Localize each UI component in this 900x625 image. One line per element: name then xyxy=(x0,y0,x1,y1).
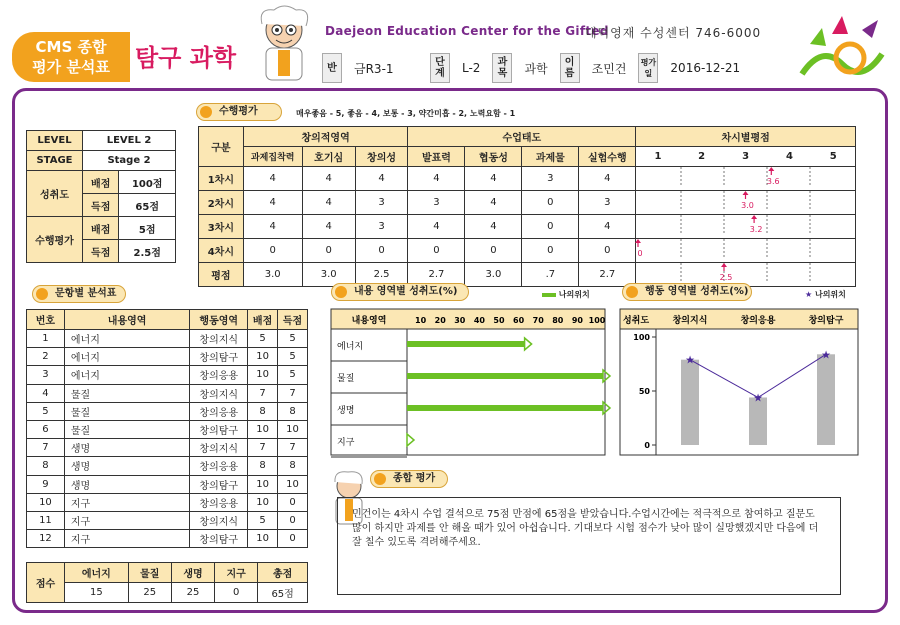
row-value: 4 xyxy=(465,215,522,239)
behavior-legend-label: 나의위치 xyxy=(814,290,846,299)
totals-value: 25 xyxy=(171,583,214,603)
row-value: 4 xyxy=(408,167,465,191)
center-contact: 대덕영재 수성센터 746-6000 xyxy=(585,26,762,40)
performance-section-title xyxy=(196,103,282,121)
section-bullet-icon xyxy=(626,286,638,298)
avg-arrow-head xyxy=(768,167,774,171)
chart-tick: 30 xyxy=(454,316,466,325)
behavior-area-chart xyxy=(620,309,860,457)
item-row xyxy=(27,420,308,438)
item-cell: 창의탐구 xyxy=(190,530,248,548)
item-cell: 창의탐구 xyxy=(190,420,248,438)
item-cell: 지구 xyxy=(64,511,189,529)
item-cell: 창의탐구 xyxy=(190,475,248,493)
chart-tick: 20 xyxy=(434,316,446,325)
summary-section-title xyxy=(370,470,448,488)
achieve-max-label: 배점 xyxy=(83,171,119,194)
chart-tick: 50 xyxy=(493,316,505,325)
avg-arrow-head xyxy=(721,263,727,267)
perf-max-label: 배점 xyxy=(83,217,119,240)
item-row xyxy=(27,402,308,420)
item-cell: 물질 xyxy=(64,402,189,420)
scale-tick: 5 xyxy=(811,147,855,167)
group-creative: 창의적영역 xyxy=(243,127,408,147)
row-value: 0 xyxy=(355,239,408,263)
item-cell: 10 xyxy=(248,475,278,493)
row-value: 2.7 xyxy=(579,263,636,287)
y-tick-label: 50 xyxy=(638,387,650,396)
items-header: 배점 xyxy=(248,310,278,330)
item-cell: 8 xyxy=(27,457,65,475)
performance-row xyxy=(199,191,856,215)
content-bar xyxy=(407,373,603,379)
behavior-chart-title-text: 행동 영역별 성취도(%) xyxy=(645,286,749,297)
item-cell: 5 xyxy=(27,402,65,420)
chart-frame xyxy=(331,309,605,455)
behavior-bar xyxy=(749,397,767,445)
row-value: 4 xyxy=(579,215,636,239)
totals-value: 0 xyxy=(215,583,258,603)
totals-header: 생명 xyxy=(171,563,214,583)
star-marker: ★ xyxy=(821,348,831,362)
behavior-chart-legend xyxy=(805,289,846,300)
section-bullet-icon xyxy=(335,286,347,298)
item-cell: 5 xyxy=(278,348,308,366)
report-badge xyxy=(12,32,130,82)
badge-line-1: CMS 종합 xyxy=(35,38,107,56)
item-cell: 11 xyxy=(27,511,65,529)
scale-tick: 1 xyxy=(636,147,680,167)
info-value-class: 금R3-1 xyxy=(354,61,394,76)
star-icon: ★ xyxy=(805,290,813,299)
avg-arrow-head xyxy=(743,191,749,195)
info-label-stage: 단계 xyxy=(430,53,450,83)
item-cell: 창의탐구 xyxy=(190,348,248,366)
item-row xyxy=(27,511,308,529)
scale-tick: 4 xyxy=(768,147,812,167)
avg-cell xyxy=(636,215,856,239)
performance-row xyxy=(199,167,856,191)
item-cell: 창의응용 xyxy=(190,366,248,384)
performance-table xyxy=(198,126,856,287)
item-cell: 3 xyxy=(27,366,65,384)
category-label: 창의지식 xyxy=(672,316,708,326)
item-cell: 0 xyxy=(278,530,308,548)
category-label: 지구 xyxy=(337,438,355,448)
avg-label: 3.2 xyxy=(749,225,763,234)
center-name: Daejeon Education Center for the Gifted xyxy=(325,24,609,38)
content-area-chart xyxy=(331,309,607,457)
group-attitude: 수업태도 xyxy=(408,127,636,147)
stage-value: Stage 2 xyxy=(83,151,176,171)
item-cell: 7 xyxy=(248,384,278,402)
summary-title: 종합 평가 xyxy=(393,473,436,484)
group-session-avg: 차시별평점 xyxy=(636,127,856,147)
row-value: 4 xyxy=(408,215,465,239)
item-cell: 7 xyxy=(278,439,308,457)
stage-label: STAGE xyxy=(27,151,83,171)
row-value: 4 xyxy=(243,167,302,191)
item-cell: 7 xyxy=(248,439,278,457)
totals-header: 에너지 xyxy=(65,563,129,583)
performance-scale: 매우좋음 - 5, 좋음 - 4, 보통 - 3, 약간미흡 - 2, 노력요함 - 1 xyxy=(296,109,516,118)
item-row xyxy=(27,530,308,548)
item-cell: 창의지식 xyxy=(190,511,248,529)
y-tick-label: 0 xyxy=(644,441,650,450)
chart-xlabel: 내용영역 xyxy=(351,316,387,326)
avg-marker xyxy=(638,191,853,211)
avg-cell xyxy=(636,239,856,263)
item-cell: 5 xyxy=(278,330,308,348)
content-chart-title-text: 내용 영역별 성취도(%) xyxy=(354,286,458,297)
center-logo-icon xyxy=(792,14,890,86)
content-bar xyxy=(407,341,525,347)
row-value: 4 xyxy=(243,191,302,215)
item-cell: 6 xyxy=(27,420,65,438)
info-label-date: 평가일 xyxy=(638,53,658,83)
item-cell: 8 xyxy=(248,402,278,420)
item-cell: 10 xyxy=(248,366,278,384)
totals-table xyxy=(26,562,308,603)
item-cell: 8 xyxy=(248,457,278,475)
item-cell: 창의지식 xyxy=(190,330,248,348)
col-header: 발표력 xyxy=(408,147,465,167)
item-cell: 창의지식 xyxy=(190,439,248,457)
item-cell: 10 xyxy=(248,420,278,438)
behavior-bar xyxy=(817,354,835,445)
chart-tick: 60 xyxy=(513,316,525,325)
avg-arrow-head xyxy=(751,215,757,219)
col-header: 창의성 xyxy=(355,147,408,167)
item-cell: 0 xyxy=(278,493,308,511)
info-value-name: 조민건 xyxy=(591,61,627,76)
avg-label: 3.0 xyxy=(741,201,755,210)
chart-tick: 70 xyxy=(532,316,544,325)
item-row xyxy=(27,475,308,493)
category-label: 창의탐구 xyxy=(808,316,844,326)
row-value: 0 xyxy=(522,191,579,215)
item-row xyxy=(27,348,308,366)
section-bullet-icon xyxy=(200,106,212,118)
item-cell: 물질 xyxy=(64,420,189,438)
row-value: 0 xyxy=(243,239,302,263)
category-label: 창의응용 xyxy=(740,316,776,326)
totals-header: 물질 xyxy=(128,563,171,583)
section-bullet-icon xyxy=(36,288,48,300)
info-label-class: 반 xyxy=(322,53,342,83)
row-value: 4 xyxy=(302,191,355,215)
item-cell: 창의응용 xyxy=(190,493,248,511)
items-table xyxy=(26,309,308,548)
category-label: 에너지 xyxy=(337,342,364,352)
scale-tick: 3 xyxy=(724,147,768,167)
row-value: 3 xyxy=(408,191,465,215)
col-header: 실험수행 xyxy=(579,147,636,167)
chart-tick: 40 xyxy=(473,316,485,325)
perf-score: 2.5점 xyxy=(119,240,176,263)
row-label: 1차시 xyxy=(199,167,244,191)
bar-marker xyxy=(407,434,414,446)
row-label: 2차시 xyxy=(199,191,244,215)
info-value-subject: 과학 xyxy=(524,61,548,76)
items-header: 내용영역 xyxy=(64,310,189,330)
row-value: 3.0 xyxy=(243,263,302,287)
row-value: 0 xyxy=(522,239,579,263)
performance-row xyxy=(199,263,856,287)
row-value: 4 xyxy=(302,215,355,239)
avg-cell xyxy=(636,191,856,215)
col-header: 과제집착력 xyxy=(243,147,302,167)
row-value: 0 xyxy=(465,239,522,263)
performance-row xyxy=(199,239,856,263)
totals-value: 25 xyxy=(128,583,171,603)
behavior-bar xyxy=(681,360,699,445)
legend-swatch xyxy=(542,293,556,297)
items-header: 행동영역 xyxy=(190,310,248,330)
avg-marker xyxy=(638,215,853,235)
content-chart-legend xyxy=(542,289,590,300)
item-cell: 10 xyxy=(248,348,278,366)
row-value: 2.5 xyxy=(355,263,408,287)
item-cell: 에너지 xyxy=(64,330,189,348)
row-value: 3 xyxy=(355,191,408,215)
chart-tick: 100 xyxy=(588,316,606,325)
item-cell: 10 xyxy=(248,493,278,511)
item-cell: 지구 xyxy=(64,493,189,511)
avg-label: 0 xyxy=(637,249,643,258)
item-cell: 1 xyxy=(27,330,65,348)
item-cell: 지구 xyxy=(64,530,189,548)
item-cell: 9 xyxy=(27,475,65,493)
info-label-subject: 과목 xyxy=(492,53,512,83)
item-cell: 5 xyxy=(248,511,278,529)
items-header: 번호 xyxy=(27,310,65,330)
info-value-stage: L-2 xyxy=(462,61,481,75)
info-value-date: 2016-12-21 xyxy=(670,61,741,75)
student-info-row xyxy=(322,52,752,84)
section-bullet-icon xyxy=(374,473,386,485)
item-cell: 에너지 xyxy=(64,366,189,384)
perf-score-label: 득점 xyxy=(83,240,119,263)
item-cell: 10 xyxy=(27,493,65,511)
row-value: 0 xyxy=(302,239,355,263)
badge-line-2: 평가 분석표 xyxy=(32,58,110,76)
achieve-score-label: 득점 xyxy=(83,194,119,217)
subject-title: 탐구 과학 xyxy=(135,44,237,72)
item-cell: 2 xyxy=(27,348,65,366)
totals-value: 65점 xyxy=(258,583,308,603)
y-tick-label: 100 xyxy=(633,333,650,342)
behavior-chart-title xyxy=(622,283,752,301)
content-bar xyxy=(407,405,603,411)
level-table xyxy=(26,130,176,263)
item-row xyxy=(27,439,308,457)
col-header: 협동성 xyxy=(465,147,522,167)
item-cell: 10 xyxy=(278,420,308,438)
row-value: 4 xyxy=(243,215,302,239)
totals-value: 15 xyxy=(65,583,129,603)
item-cell: 생명 xyxy=(64,475,189,493)
item-cell: 12 xyxy=(27,530,65,548)
items-section-title xyxy=(32,285,126,303)
totals-label: 점수 xyxy=(27,563,65,603)
avg-marker xyxy=(638,239,853,259)
items-title: 문항별 분석표 xyxy=(55,288,117,299)
item-cell: 창의응용 xyxy=(190,457,248,475)
perf-col-label: 구분 xyxy=(199,127,244,167)
item-row xyxy=(27,493,308,511)
perf-max: 5점 xyxy=(119,217,176,240)
item-cell: 8 xyxy=(278,457,308,475)
chart-tick: 10 xyxy=(415,316,427,325)
row-label: 3차시 xyxy=(199,215,244,239)
avg-marker xyxy=(638,167,853,187)
row-value: 3.0 xyxy=(302,263,355,287)
star-marker: ★ xyxy=(685,353,695,367)
avg-arrow-head xyxy=(635,239,641,243)
items-header: 득점 xyxy=(278,310,308,330)
row-label: 4차시 xyxy=(199,239,244,263)
row-value: 4 xyxy=(465,191,522,215)
item-cell: 생명 xyxy=(64,457,189,475)
item-cell: 7 xyxy=(278,384,308,402)
avg-marker xyxy=(638,263,853,283)
chart-ylabel: 성취도 xyxy=(622,316,650,326)
achieve-max: 100점 xyxy=(119,171,176,194)
row-value: 0 xyxy=(522,215,579,239)
item-cell: 에너지 xyxy=(64,348,189,366)
totals-header: 지구 xyxy=(215,563,258,583)
row-value: 2.7 xyxy=(408,263,465,287)
item-cell: 7 xyxy=(27,439,65,457)
row-value: 3 xyxy=(579,191,636,215)
item-row xyxy=(27,330,308,348)
row-value: 4 xyxy=(302,167,355,191)
item-cell: 창의응용 xyxy=(190,402,248,420)
row-value: .7 xyxy=(522,263,579,287)
summary-text: 민건이는 4차시 수업 결석으로 75점 만점에 65점을 받았습니다.수업시간에는 적극적으로 참여하고 질문도 많이 하지만 과제를 안 해올 때가 있어 아쉽습니다. 기대보다 시험 점수가 낮아 많이 실망했겠지만 다음에 더 잘 칠수 있도록 격려해주세요. xyxy=(337,497,841,595)
scale-tick: 2 xyxy=(680,147,724,167)
perf-label: 수행평가 xyxy=(27,217,83,263)
item-cell: 5 xyxy=(278,366,308,384)
chart-tick: 80 xyxy=(552,316,564,325)
item-cell: 4 xyxy=(27,384,65,402)
avg-label: 2.5 xyxy=(719,273,733,282)
item-cell: 10 xyxy=(248,530,278,548)
performance-row xyxy=(199,215,856,239)
item-row xyxy=(27,384,308,402)
item-cell: 물질 xyxy=(64,384,189,402)
item-cell: 5 xyxy=(248,330,278,348)
chart-tick: 90 xyxy=(571,316,583,325)
col-header: 과제물 xyxy=(522,147,579,167)
item-cell: 8 xyxy=(278,402,308,420)
bar-marker xyxy=(525,338,532,350)
row-value: 3 xyxy=(522,167,579,191)
category-label: 생명 xyxy=(337,406,355,416)
item-cell: 창의지식 xyxy=(190,384,248,402)
row-value: 0 xyxy=(579,239,636,263)
content-chart-title xyxy=(331,283,469,301)
item-row xyxy=(27,457,308,475)
row-value: 4 xyxy=(579,167,636,191)
level-label: LEVEL xyxy=(27,131,83,151)
achieve-label: 성취도 xyxy=(27,171,83,217)
info-label-name: 이름 xyxy=(560,53,580,83)
professor-mascot-icon xyxy=(248,4,320,84)
row-label: 평점 xyxy=(199,263,244,287)
row-value: 3.0 xyxy=(465,263,522,287)
row-value: 4 xyxy=(355,167,408,191)
achieve-score: 65점 xyxy=(119,194,176,217)
avg-label: 3.6 xyxy=(767,177,780,186)
totals-header: 총점 xyxy=(258,563,308,583)
item-row xyxy=(27,366,308,384)
item-cell: 10 xyxy=(278,475,308,493)
col-header: 호기심 xyxy=(302,147,355,167)
star-marker: ★ xyxy=(753,391,763,405)
content-legend-label: 나의위치 xyxy=(558,290,590,299)
category-label: 물질 xyxy=(337,374,355,384)
avg-cell xyxy=(636,167,856,191)
item-cell: 0 xyxy=(278,511,308,529)
item-cell: 생명 xyxy=(64,439,189,457)
row-value: 4 xyxy=(465,167,522,191)
level-value: LEVEL 2 xyxy=(83,131,176,151)
row-value: 3 xyxy=(355,215,408,239)
performance-title: 수행평가 xyxy=(219,106,258,117)
row-value: 0 xyxy=(408,239,465,263)
